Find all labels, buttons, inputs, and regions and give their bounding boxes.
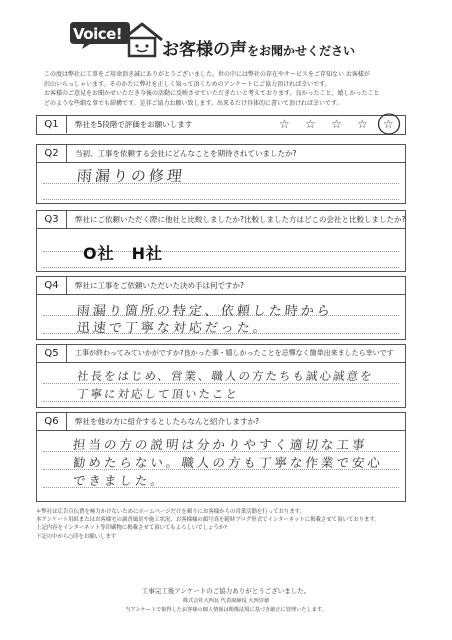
star-icon[interactable]: ☆ <box>383 117 394 131</box>
intro-line: お客様のご意見をお聞かせいただき今後の活動に反映させていただきたいと考えております。良かったこと、嬉しかったこと <box>44 90 380 97</box>
answer-area[interactable] <box>37 229 405 272</box>
answer-text: 勧めたらない。職人の方も丁寧な作業で安心 <box>72 455 384 470</box>
notes <box>36 508 416 541</box>
answer-text: 担当の方の説明は分かりやすく適切な工事 <box>72 437 369 452</box>
intro-line: 沢山いらっしゃいます。そのかたに弊社を正しく知って頂くためのアンケートにご協力頂ければ幸いです。 <box>44 80 331 88</box>
question-number: Q4 <box>37 277 67 294</box>
answer-text: 社長をはじめ、営業、職人の方たちも誠心誠意を <box>76 369 375 383</box>
question-number: Q3 <box>37 211 67 228</box>
star-icon[interactable]: ☆ <box>305 117 316 131</box>
question-q3 <box>36 210 406 272</box>
note-line: 上記内容をインターネット等印刷物に掲載させて頂いてもよろしいでしょうか? <box>36 525 228 532</box>
question-q4 <box>36 276 406 340</box>
answer-text: 丁寧に対応して頂いたこと <box>76 387 240 401</box>
answer-text: できました。 <box>72 473 167 488</box>
title-small: をお聞かせください <box>247 44 356 58</box>
question-number: Q5 <box>37 345 67 362</box>
question-header <box>37 277 405 295</box>
note-line: 本アンケート用紙またはお客様宅の調査風景や施工状況、お客様様の顔写真を随時ブログ形式でインターネットに掲載させて頂いております。 <box>36 517 380 524</box>
question-q6 <box>36 412 406 502</box>
answer-area[interactable] <box>37 163 405 204</box>
note-line: 下記の中から○印をお願いします <box>36 533 117 540</box>
answer-area[interactable] <box>37 431 405 502</box>
intro-line: どのような些細な事でも結構です。是非ご協力お願い致します。出来るだけ具体的に書いて頂ければ幸いです。 <box>44 99 343 107</box>
question-q5 <box>36 344 406 408</box>
answer-area[interactable] <box>37 295 405 340</box>
page-title <box>162 35 355 60</box>
star-icon[interactable]: ☆ <box>357 117 368 131</box>
question-text: 弊社にご依頼いただく際に他社と比較しましたか?比較しました方はどこの会社と比較しましたか? <box>75 215 406 224</box>
question-number: Q2 <box>37 145 67 162</box>
question-header <box>37 413 405 431</box>
question-text: 弊社に工事をご依頼いただいた決め手は何ですか? <box>75 281 244 290</box>
question-text: 弊社を他の方に紹介するとしたらなんと紹介しますか? <box>75 417 259 426</box>
question-header <box>37 145 405 163</box>
answer-text: 迅速で丁寧な対応だった。 <box>76 321 270 336</box>
header <box>0 0 452 66</box>
question-text: 当初、工事を依頼する会社にどんなことを期待されていましたか? <box>75 149 297 158</box>
question-text: 弊社を5段階で評価をお願いします <box>75 120 193 129</box>
intro-text <box>44 70 414 108</box>
house-icon <box>120 20 164 58</box>
star-icon[interactable]: ☆ <box>331 117 342 131</box>
question-text: 工事が終わってみていかがですか?良かった事・嬉しかったことを忌憚なく箇単出来ましたら幸いです <box>75 349 394 357</box>
answer-text: O社 H社 <box>83 244 163 263</box>
voice-badge-text: Voice! <box>73 25 123 43</box>
answer-text: 雨漏り箇所の特定、依頼した時から <box>76 304 334 319</box>
title-main: お客様の声 <box>162 40 247 60</box>
question-header <box>37 211 405 229</box>
question-q1 <box>36 115 406 135</box>
intro-line: この度は弊社に工事をご用命頂き誠にありがとうございました。世の中には弊社の存在やサービスをご存知ない お客様が <box>44 71 370 78</box>
footer <box>0 586 452 615</box>
question-number: Q1 <box>37 116 67 133</box>
footer-thanks: 工事完工後アンケートのご協力ありがとうございました。 <box>141 587 311 595</box>
star-icon[interactable]: ☆ <box>279 117 290 131</box>
selected-rating-circle <box>377 112 401 136</box>
note-line: ＊弊社は広告宣伝費を極力かけないためにホームページだけを頼りにお客様からの営業活動を行っております。 <box>36 509 305 515</box>
question-q2 <box>36 144 406 204</box>
question-number: Q6 <box>37 413 67 430</box>
question-header <box>37 345 405 363</box>
answer-area[interactable] <box>37 363 405 408</box>
footer-company: 株式会社大西瓦 代表取締役 大西崇徳 <box>182 598 270 604</box>
answer-text: 雨漏りの修理 <box>76 167 186 185</box>
question-header <box>37 116 405 134</box>
footer-privacy: 当アンケートで取得したお客様の個人情報は関係法規に基づき厳正に管理いたします。 <box>125 607 327 613</box>
